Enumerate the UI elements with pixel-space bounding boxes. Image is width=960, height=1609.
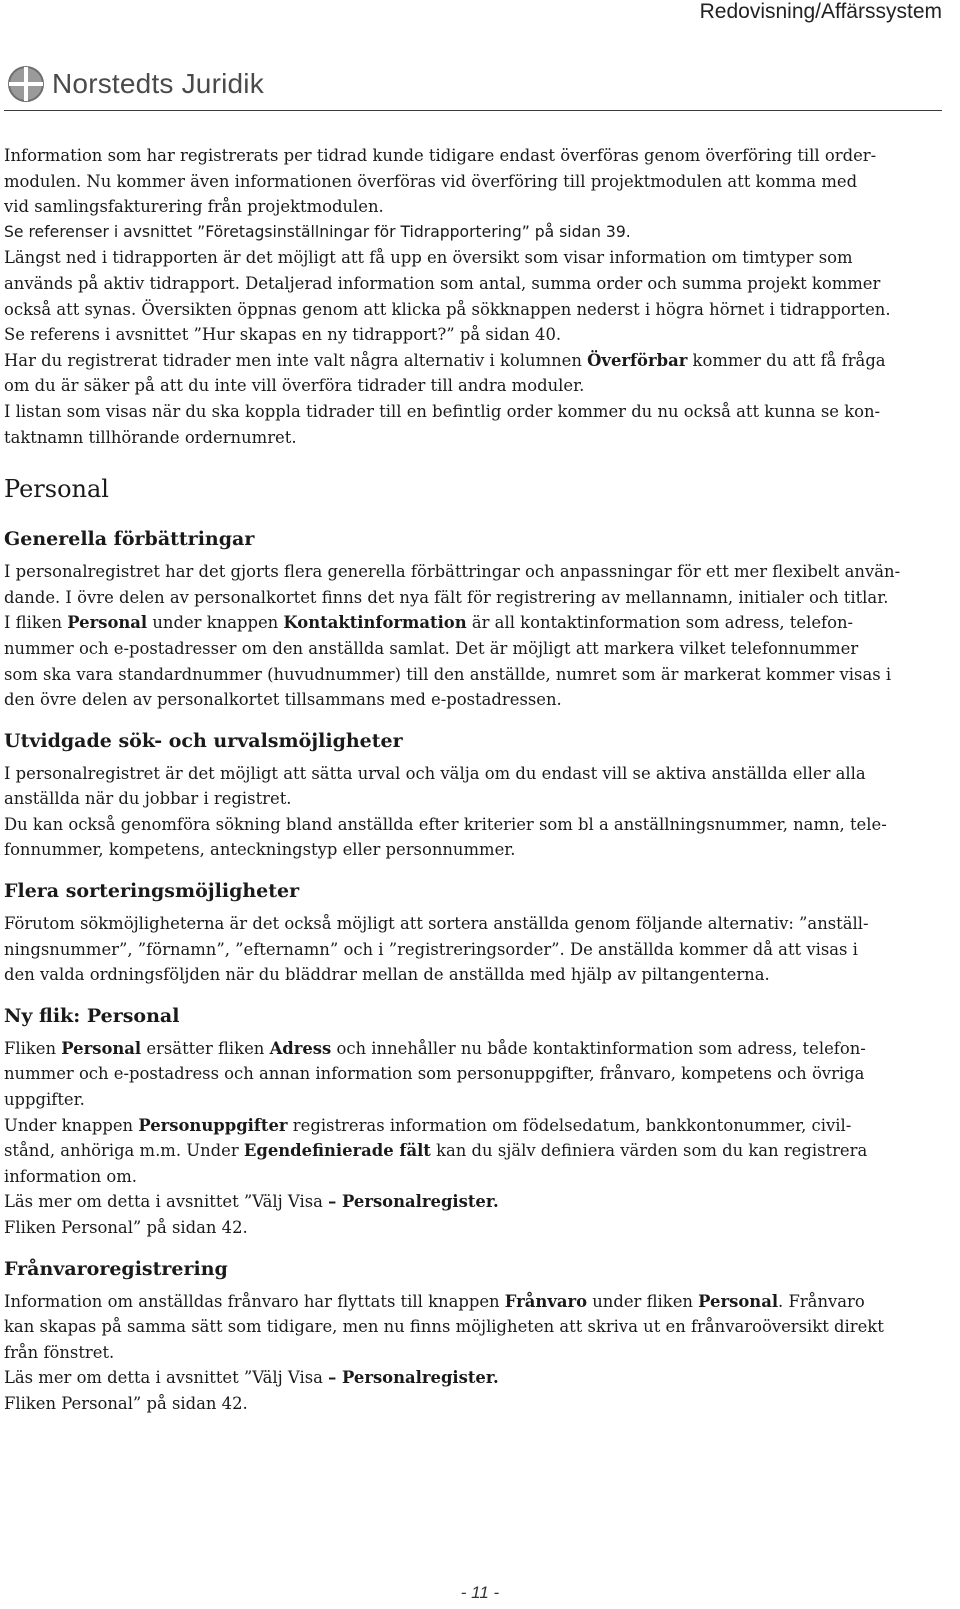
bold-term: Personal (698, 1291, 779, 1311)
body-line: Du kan också genomföra sökning bland anställda efter kriterier som bl a anställningsnummer, namn, tele- (4, 814, 887, 834)
body-line (4, 1036, 950, 1062)
body-line: den valda ordningsföljden när du bläddrar mellan de anställda med hjälp av piltangenterna. (4, 965, 770, 985)
body-line: dande. I övre delen av personalkortet finns det nya fält för registrering av mellannamn, initialer och titlar. (4, 587, 889, 607)
text-run: under fliken (587, 1291, 699, 1311)
body-line: kan skapas på samma sätt som tidigare, men nu finns möjligheten att skriva ut en frånvaroöversikt direkt (4, 1317, 884, 1337)
body-line: I personalregistret är det möjligt att sätta urval och välja om du endast vill se aktiva anställda eller alla (4, 763, 866, 783)
bold-term: – Personalregister. (328, 1192, 499, 1212)
bold-term: Personal (67, 613, 148, 633)
text-run: Fliken (4, 1038, 62, 1058)
bold-term: Kontaktinformation (283, 613, 467, 633)
intro-line (4, 348, 950, 374)
intro-line: Se referens i avsnittet ”Hur skapas en ny tidrapport?” på sidan 40. (4, 325, 562, 345)
body-line (4, 1289, 950, 1315)
bold-term: Adress (269, 1038, 332, 1058)
body-line: nummer och e-postadresser om den anställda samlat. Det är möjligt att markera vilket telefonnummer (4, 638, 859, 658)
body-line (4, 1113, 950, 1139)
intro-line: modulen. Nu kommer även informationen överföras vid överföring till projektmodulen att komma med (4, 171, 858, 191)
bold-term: Egendefinierade fält (243, 1141, 431, 1161)
intro-reference-line: Se referenser i avsnittet ”Företagsinställningar för Tidrapportering” på sidan 39. (4, 222, 631, 241)
intro-line: Längst ned i tidrapporten är det möjligt att få upp en översikt som visar information om timtyper som (4, 248, 853, 268)
text-run: kommer du att få fråga (687, 350, 886, 370)
intro-line: om du är säker på att du inte vill överföra tidrader till andra moduler. (4, 376, 585, 396)
body-line: Förutom sökmöjligheterna är det också möjligt att sortera anställda genom följande alternativ: ”anställ- (4, 914, 869, 934)
bold-term: Personal (61, 1038, 142, 1058)
header-divider (4, 110, 942, 111)
body-line: den övre delen av personalkortet tillsammans med e-postadressen. (4, 690, 562, 710)
subsection-heading: Ny flik: Personal (4, 1004, 180, 1027)
text-run: stånd, anhöriga m.m. Under (4, 1141, 244, 1161)
text-run: kan du själv definiera värden som du kan registrera (430, 1141, 868, 1161)
text-run: Under knappen (4, 1115, 139, 1135)
text-run: . Frånvaro (778, 1291, 865, 1311)
subsection-heading: Frånvaroregistrering (4, 1257, 228, 1280)
body-line: information om. (4, 1166, 137, 1186)
norstedts-logo-icon (6, 64, 46, 104)
text-run: I fliken (4, 613, 68, 633)
body-line: från fönstret. (4, 1342, 115, 1362)
page-body (4, 143, 950, 1417)
bold-term: Frånvaro (504, 1291, 588, 1311)
body-line (4, 610, 950, 636)
document-header-title: Redovisning/Affärssystem (699, 0, 942, 23)
body-line (4, 1189, 950, 1215)
text-run: och innehåller nu både kontaktinformation som adress, telefon- (331, 1038, 866, 1058)
bold-term: – Personalregister. (328, 1368, 499, 1388)
text-run: registreras information om födelsedatum, bankkontonummer, civil- (287, 1115, 852, 1135)
body-line: som ska vara standardnummer (huvudnummer) till den anställde, numret som är markerat kommer visas i (4, 664, 892, 684)
publisher-logo (4, 60, 942, 110)
bold-term: Personuppgifter (138, 1115, 288, 1135)
bold-term: Överförbar (587, 350, 688, 370)
logo-wordmark: Norstedts Juridik (52, 68, 264, 99)
page-number: - 11 - (460, 1583, 500, 1602)
body-line: ningsnummer”, ”förnamn”, ”efternamn” och i ”registreringsorder”. De anställda kommer då att visas i (4, 939, 858, 959)
intro-line: vid samlingsfakturering från projektmodulen. (4, 197, 384, 217)
intro-line: också att synas. Översikten öppnas genom att klicka på sökknappen nederst i högra hörnet i tidrapporten. (4, 299, 891, 319)
intro-line: I listan som visas när du ska koppla tidrader till en befintlig order kommer du nu också att kunna se kon- (4, 401, 881, 421)
intro-line: används på aktiv tidrapport. Detaljerad information som antal, summa order och summa projekt kommer (4, 273, 881, 293)
body-line: anställda när du jobbar i registret. (4, 789, 292, 809)
body-line: Fliken Personal” på sidan 42. (4, 1393, 248, 1413)
intro-line: taktnamn tillhörande ordernumret. (4, 427, 297, 447)
text-run: ersätter fliken (141, 1038, 270, 1058)
text-run: är all kontaktinformation som adress, telefon- (466, 613, 854, 633)
subsection-heading: Utvidgade sök- och urvalsmöjligheter (4, 729, 403, 752)
text-run: Har du registrerat tidrader men inte valt några alternativ i kolumnen (4, 350, 588, 370)
intro-line: Information som har registrerats per tidrad kunde tidigare endast överföras genom överföring till order- (4, 146, 877, 165)
body-line: nummer och e-postadress och annan information som personuppgifter, frånvaro, kompetens och övriga (4, 1064, 865, 1084)
body-line (4, 1138, 950, 1164)
body-line: fonnummer, kompetens, anteckningstyp eller personnummer. (4, 840, 516, 860)
section-title: Personal (4, 475, 109, 504)
text-run: Läs mer om detta i avsnittet ”Välj Visa (4, 1368, 329, 1388)
subsection-heading: Flera sorteringsmöjligheter (4, 880, 300, 903)
body-line: Fliken Personal” på sidan 42. (4, 1218, 248, 1237)
text-run: Information om anställdas frånvaro har flyttats till knappen (4, 1291, 505, 1311)
body-line (4, 1365, 950, 1391)
text-run: under knappen (147, 613, 284, 633)
text-run: Läs mer om detta i avsnittet ”Välj Visa (4, 1192, 329, 1212)
subsection-heading: Generella förbättringar (4, 528, 255, 551)
body-line: uppgifter. (4, 1090, 85, 1110)
body-line: I personalregistret har det gjorts flera generella förbättringar och anpassningar för ett mer flexibelt använ- (4, 562, 901, 582)
